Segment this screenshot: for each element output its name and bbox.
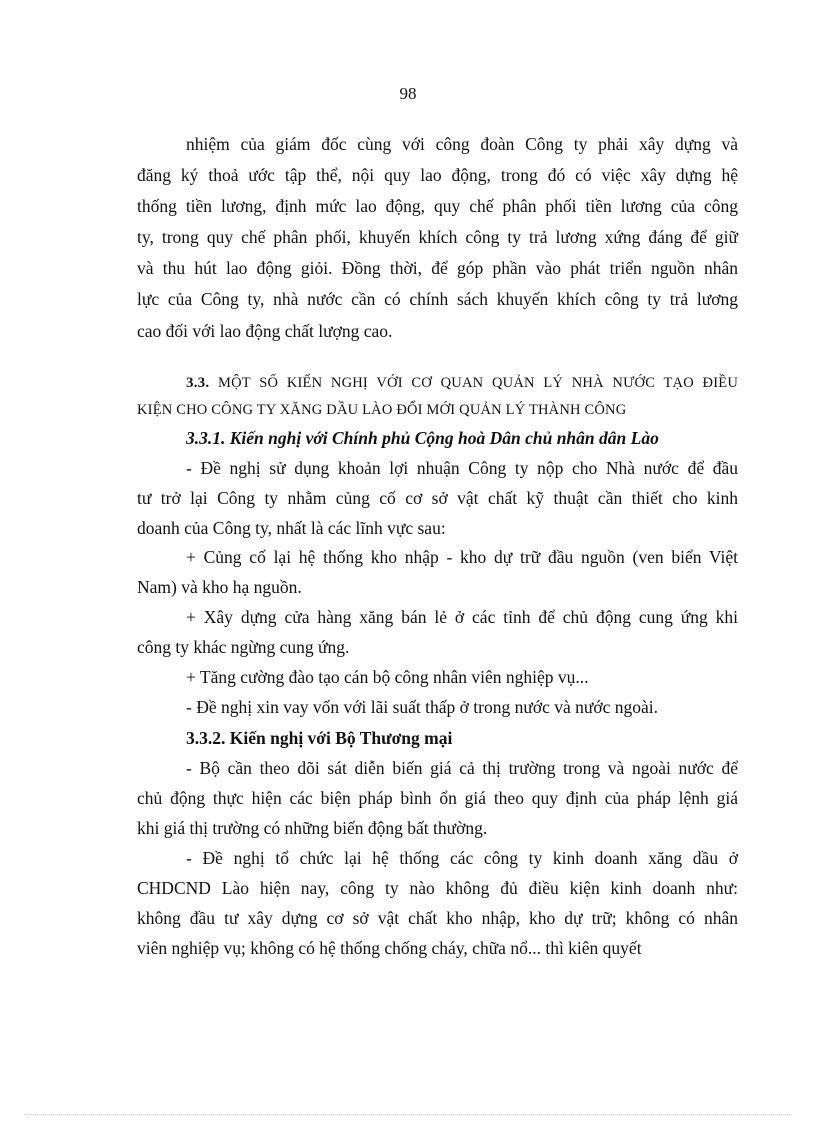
paragraph-line: - Đề nghị tổ chức lại hệ thống các công ty kinh doanh xăng dầu ở bbox=[186, 848, 738, 868]
subsection-heading-3-3-2: 3.3.2. Kiến nghị với Bộ Thương mại bbox=[186, 728, 453, 748]
page-bottom-divider bbox=[24, 1114, 792, 1115]
paragraph-line: - Đề nghị xin vay vốn với lãi suất thấp ở trong nước và nước ngoài. bbox=[186, 697, 659, 717]
paragraph-line: doanh của Công ty, nhất là các lĩnh vực sau: bbox=[137, 518, 446, 538]
subsection-heading-3-3-1: 3.3.1. Kiến nghị với Chính phủ Cộng hoà Dân chủ nhân dân Lào bbox=[186, 428, 659, 448]
paragraph-line: + Tăng cường đào tạo cán bộ công nhân viên nghiệp vụ... bbox=[186, 667, 589, 687]
paragraph-line: lực của Công ty, nhà nước cần có chính sách khuyến khích công ty trả lương bbox=[137, 289, 738, 309]
section-title: MỘT SỐ KIẾN NGHỊ VỚI CƠ QUAN QUẢN LÝ NHÀ NƯỚC TẠO ĐIỀU bbox=[217, 375, 738, 391]
paragraph-line: viên nghiệp vụ; không có hệ thống chống cháy, chữa nổ... thì kiên quyết bbox=[137, 938, 642, 958]
page-number: 98 bbox=[399, 84, 417, 103]
paragraph-line: tư trở lại Công ty nhằm củng cố cơ sở vật chất kỹ thuật cần thiết cho kinh bbox=[137, 488, 738, 508]
paragraph-line: đăng ký thoả ước tập thể, nội quy lao động, trong đó có việc xây dựng hệ bbox=[137, 165, 738, 185]
paragraph-line: chủ động thực hiện các biện pháp bình ổn giá theo quy định của pháp lệnh giá bbox=[137, 788, 738, 808]
paragraph-line: - Đề nghị sử dụng khoản lợi nhuận Công ty nộp cho Nhà nước để đầu bbox=[186, 458, 738, 478]
paragraph-line: khi giá thị trường có những biến động bất thường. bbox=[137, 818, 488, 838]
paragraph-line: thống tiền lương, định mức lao động, quy chế phân phối tiền lương của công bbox=[137, 196, 738, 216]
paragraph-line: + Xây dựng cửa hàng xăng bán lẻ ở các tỉnh để chủ động cung ứng khi bbox=[186, 607, 738, 627]
paragraph-line: nhiệm của giám đốc cùng với công đoàn Công ty phải xây dựng và bbox=[186, 134, 738, 154]
paragraph-line: cao đối với lao động chất lượng cao. bbox=[137, 321, 393, 341]
paragraph-line: CHDCND Lào hiện nay, công ty nào không đủ điều kiện kinh doanh như: bbox=[137, 878, 738, 898]
paragraph-line: ty, trong quy chế phân phối, khuyến khích công ty trả lương xứng đáng để giữ bbox=[137, 227, 738, 247]
section-number: 3.3. bbox=[186, 375, 210, 391]
section-heading-3-3-line2: KIỆN CHO CÔNG TY XĂNG DẦU LÀO ĐỔI MỚI QUẢN LÝ THÀNH CÔNG bbox=[137, 402, 627, 418]
paragraph-line: - Bộ cần theo dõi sát diễn biến giá cả thị trường trong và ngoài nước để bbox=[186, 758, 738, 778]
section-heading-3-3-line1 bbox=[186, 373, 738, 393]
paragraph-line: và thu hút lao động giỏi. Đồng thời, để góp phần vào phát triển nguồn nhân bbox=[137, 258, 738, 278]
paragraph-line: Nam) và kho hạ nguồn. bbox=[137, 577, 302, 597]
paragraph-line: không đầu tư xây dựng cơ sở vật chất kho nhập, kho dự trữ; không có nhân bbox=[137, 908, 738, 928]
paragraph-line: + Củng cố lại hệ thống kho nhập - kho dự trữ đầu nguồn (ven biển Việt bbox=[186, 547, 738, 567]
paragraph-line: công ty khác ngừng cung ứng. bbox=[137, 637, 350, 657]
